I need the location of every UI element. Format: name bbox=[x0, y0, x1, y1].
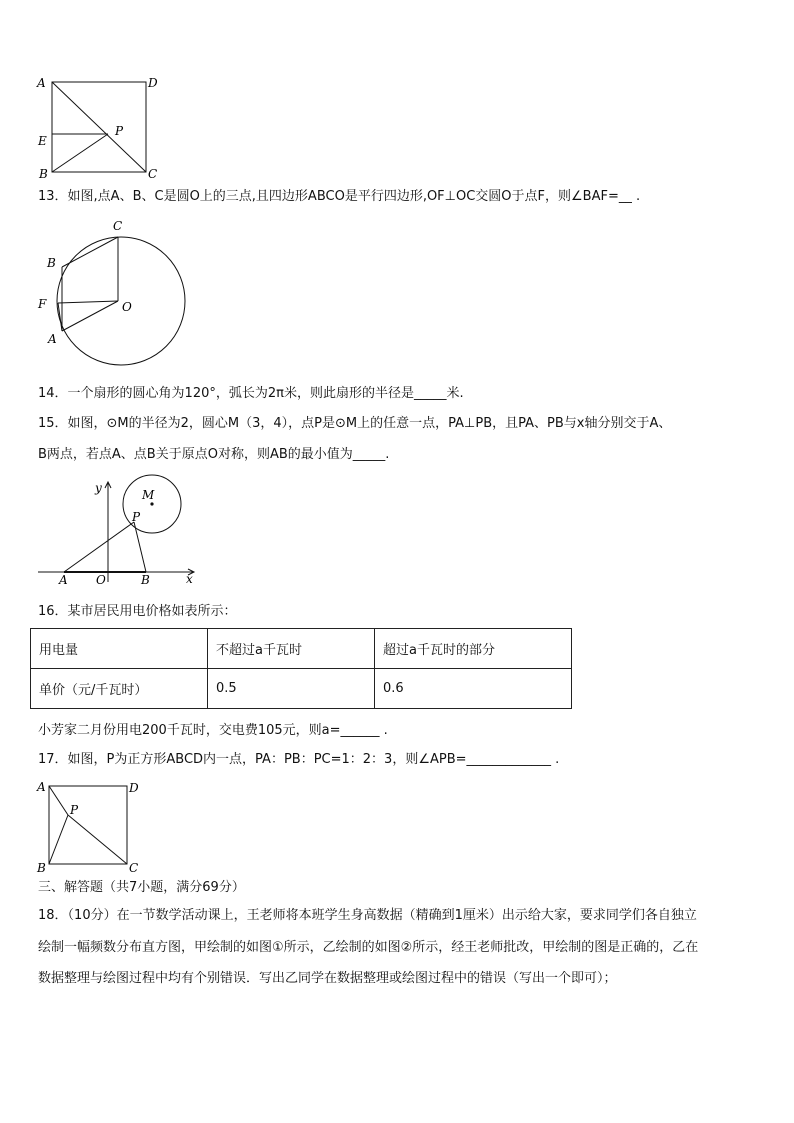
label-b: B bbox=[141, 573, 150, 587]
question-16-followup: 小芳家二月份用电200千瓦时，交电费105元，则a=______ . bbox=[38, 723, 388, 738]
label-d: D bbox=[129, 781, 139, 795]
segment-oa bbox=[62, 301, 118, 331]
label-x: x bbox=[186, 572, 193, 586]
figure-q17 bbox=[34, 778, 149, 876]
label-a: A bbox=[48, 332, 57, 346]
question-15-line2: B两点，若点A、点B关于原点O对称，则AB的最小值为_____. bbox=[38, 447, 390, 462]
question-18-line1: 18．（10分）在一节数学活动课上，王老师将本班学生身高数据（精确到1厘米）出示给大家，要求同学们各自独立 bbox=[38, 908, 697, 923]
label-d: D bbox=[148, 76, 158, 90]
section-heading: 三、解答题（共7小题，满分69分） bbox=[38, 880, 245, 895]
label-o: O bbox=[122, 300, 132, 314]
label-p: P bbox=[132, 510, 141, 524]
label-p: P bbox=[70, 803, 79, 817]
segment-bc bbox=[62, 237, 118, 267]
label-c: C bbox=[129, 861, 139, 875]
segment-pb bbox=[134, 522, 146, 572]
label-e: E bbox=[38, 134, 47, 148]
label-o: O bbox=[96, 573, 106, 587]
price-table bbox=[30, 628, 572, 709]
segment-ap bbox=[64, 522, 134, 572]
question-17: 17．如图，P为正方形ABCD内一点，PA：PB：PC=1：2：3，则∠APB=_____________ . bbox=[38, 752, 560, 767]
question-13: 13．如图,点A、B、C是圆O上的三点,且四边形ABCO是平行四边形,OF⊥OC交圆O于点F，则∠BAF=__ . bbox=[38, 189, 641, 204]
label-c: C bbox=[113, 219, 123, 233]
segment-fo bbox=[58, 301, 118, 303]
table-cell: 0.5 bbox=[208, 669, 375, 709]
figure-q13 bbox=[34, 215, 194, 375]
square-abcd bbox=[49, 786, 127, 864]
question-14: 14．一个扇形的圆心角为120°，弧长为2π米，则此扇形的半径是_____米. bbox=[38, 386, 464, 401]
label-a: A bbox=[37, 780, 46, 794]
table-cell: 0.6 bbox=[375, 669, 572, 709]
label-m: M bbox=[142, 488, 155, 502]
question-18-line2: 绘制一幅频数分布直方图，甲绘制的如图①所示，乙绘制的如图②所示，经王老师批改，甲绘制的图是正确的，乙在 bbox=[38, 940, 699, 955]
label-b: B bbox=[39, 167, 48, 181]
label-p: P bbox=[115, 124, 124, 138]
diagonal-ac bbox=[52, 82, 146, 172]
label-c: C bbox=[148, 167, 158, 181]
table-cell: 不超过a千瓦时 bbox=[208, 629, 375, 669]
segment-pc bbox=[68, 815, 127, 864]
table-cell: 用电量 bbox=[31, 629, 208, 669]
label-y: y bbox=[95, 481, 102, 495]
table-cell: 单价（元/千瓦时） bbox=[31, 669, 208, 709]
question-16-title: 16．某市居民用电价格如表所示： bbox=[38, 604, 237, 619]
center-point-m bbox=[150, 502, 153, 505]
segment-bp bbox=[52, 134, 108, 172]
segment-pb bbox=[49, 815, 68, 864]
label-f: F bbox=[38, 297, 47, 311]
label-a: A bbox=[59, 573, 68, 587]
figure-q12 bbox=[34, 72, 164, 182]
segment-ap bbox=[49, 786, 68, 815]
table-cell: 超过a千瓦时的部分 bbox=[375, 629, 572, 669]
question-15-line1: 15．如图，⊙M的半径为2，圆心M（3，4），点P是⊙M上的任意一点，PA⊥PB，且PA、PB与x轴分别交于A、 bbox=[38, 416, 672, 431]
label-b: B bbox=[47, 256, 56, 270]
circle-o bbox=[57, 237, 185, 365]
table-row bbox=[31, 629, 572, 669]
label-b: B bbox=[37, 861, 46, 875]
question-18-line3: 数据整理与绘图过程中均有个别错误．写出乙同学在数据整理或绘图过程中的错误（写出一个即可）； bbox=[38, 971, 617, 986]
label-a: A bbox=[37, 76, 46, 90]
table-row bbox=[31, 669, 572, 709]
figure-q15 bbox=[34, 474, 204, 589]
